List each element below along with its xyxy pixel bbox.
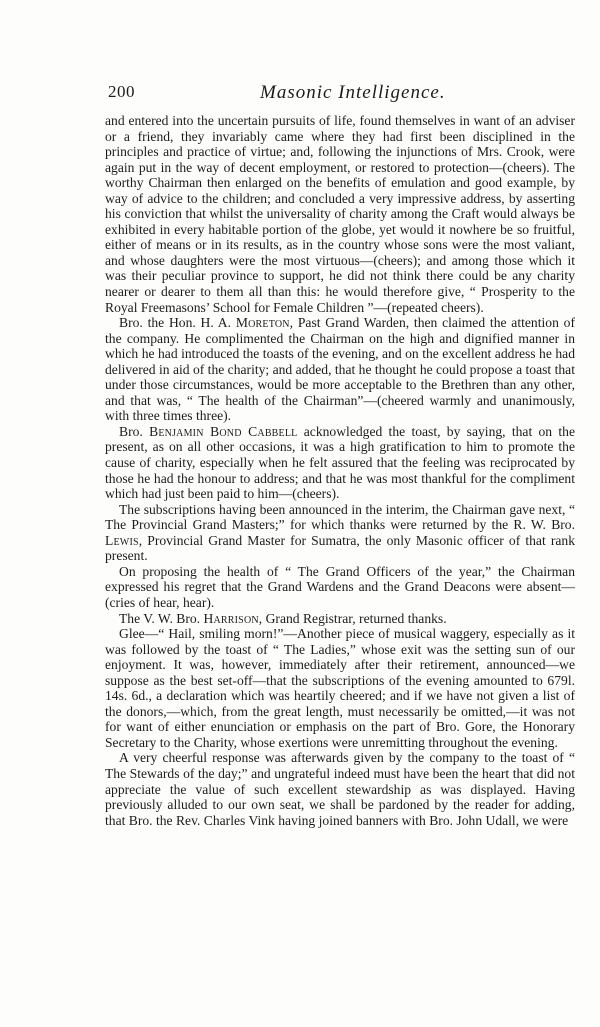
paragraph-lead-text: The V. W. Bro. [119, 610, 204, 626]
brother-name-moreton: Moreton [235, 315, 290, 331]
article-body [105, 113, 575, 828]
page-title: Masonic Intelligence. [260, 82, 446, 103]
paragraph-lead-text: The subscriptions having been announced in the interim, the Chairman gave next, “ The Provincial Grand Masters;” for which thanks were returned by the R. W. Bro. [105, 501, 575, 533]
page-number: 200 [108, 82, 135, 101]
paragraph-grand-officers: On proposing the health of “ The Grand Officers of the year,” the Chairman expressed his regret that the Grand Wardens and the Grand Deacons were absent—(cries of hear, hear). [105, 563, 575, 610]
running-head [108, 82, 578, 108]
paragraph-lead-text: Bro. the Hon. H. A. [119, 315, 236, 331]
brother-name-harrison: Harrison [203, 610, 259, 626]
paragraph-body-text: , Grand Registrar, returned thanks. [258, 610, 447, 626]
paragraph-chairman-address: and entered into the uncertain pursuits of life, found themselves in want of an adviser or a friend, they invariably came where they had first been disciplined in the principles and practice of virtue; and, following the injunctions of Mrs. Crook, were again put in the way of decent employment, or restored to protection—(cheers). The worthy Chairman then enlarged on the benefits of emulation and good example, by way of advice to the children; and concluded a very impressive address, by asserting his conviction that whilst the universality of charity among the Craft would always be exhibited in every habitable portion of the globe, yet would it nowhere be so fruitful, either of means or in its results, as in the country whose sons were the most valiant, and whose daughters were the most virtuous—(cheers); and among those which it was their peculiar province to support, he did not think there could be any charity nearer or dearer to them all than this: he would therefore give, “ Prosperity to the Royal Freemasons’ School for Female Children ”—(repeated cheers). [105, 113, 575, 315]
paragraph-body-text: , Provincial Grand Master for Sumatra, the only Masonic officer of that rank present. [105, 532, 575, 564]
paragraph-harrison-thanks [105, 611, 575, 627]
paragraph-body-text: acknowledged the toast, by saying, that on the present, as on all other occasions, it was a high gratification to him to promote the cause of charity, especially when he felt assured that the feeling was reciprocated by those he had the honour to address; and that he was most thankful for the compliment which had just been paid to him—(cheers). [105, 423, 575, 502]
paragraph-body-text: , Past Grand Warden, then claimed the attention of the company. He complimented the Chairman on the high and dignified manner in which he had introduced the toasts of the evening, and on the excellent address he had delivered in aid of the charity; and added, that he thought he could propose a toast that under those circumstances, would be more acceptable to the Brethren than any other, and that was, “ The health of the Chairman”—(cheered warmly and unanimously, with three times three). [105, 315, 575, 424]
paragraph-glee-subscriptions: Glee—“ Hail, smiling morn!”—Another piece of musical waggery, especially as it was followed by the toast of “ The Ladies,” whose exit was the setting sun of our enjoyment. It was, however, immediately after their retirement, announced—we suppose as the best set-off—that the subscriptions of the evening amounted to 679l. 14s. 6d., a declaration which was heartily cheered; and if we have not given a list of the donors,—which, from the great length, must necessarily be omitted,—it was not for want of either enunciation or emphasis on the part of Bro. Gore, the Honorary Secretary to the Charity, whose exertions were unremitting throughout the evening. [105, 626, 575, 750]
paragraph-cabbell-reply [105, 424, 575, 502]
brother-name-cabbell: Benjamin Bond Cabbell [149, 423, 298, 439]
brother-name-lewis: Lewis [105, 532, 139, 548]
paragraph-lead-text: Bro. [119, 423, 150, 439]
paragraph-provincial-masters [105, 502, 575, 564]
paragraph-stewards-toast: A very cheerful response was afterwards given by the company to the toast of “ The Stewards of the day;” and ungrateful indeed must have been the heart that did not appreciate the value of such excellent stewardship as was displayed. Having previously alluded to our own seat, we shall be pardoned by the reader for adding, that Bro. the Rev. Charles Vink having joined banners with Bro. John Udall, we were [105, 750, 575, 828]
paragraph-moreton-toast [105, 315, 575, 424]
